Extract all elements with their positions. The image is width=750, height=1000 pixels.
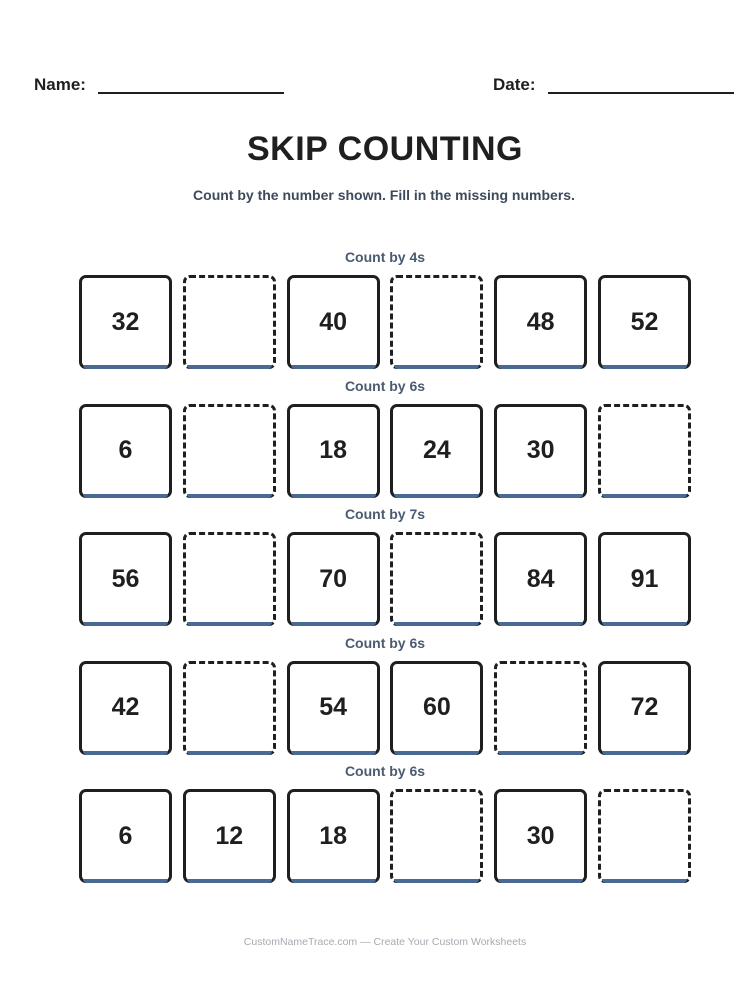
number-cell: 12 — [183, 789, 276, 883]
blank-answer-cell[interactable] — [390, 275, 483, 369]
number-cell: 6 — [79, 789, 172, 883]
count-row — [79, 247, 691, 376]
blank-answer-cell[interactable] — [390, 532, 483, 626]
blank-answer-cell[interactable] — [598, 789, 691, 883]
count-row — [79, 633, 691, 762]
number-cell: 18 — [287, 789, 380, 883]
date-write-line[interactable] — [548, 92, 734, 94]
blank-answer-cell[interactable] — [183, 404, 276, 498]
blank-answer-cell[interactable] — [494, 661, 587, 755]
count-row — [79, 376, 691, 505]
row-label: Count by 6s — [344, 763, 426, 779]
number-cell: 60 — [390, 661, 483, 755]
number-cell: 32 — [79, 275, 172, 369]
blank-answer-cell[interactable] — [598, 404, 691, 498]
number-cell: 42 — [79, 661, 172, 755]
footer-credit: CustomNameTrace.com — Create Your Custom Worksheets — [243, 936, 527, 948]
count-row — [79, 504, 691, 633]
skip-counting-rows — [79, 247, 691, 890]
row-cells — [79, 404, 691, 498]
name-field — [34, 74, 284, 96]
number-cell: 52 — [598, 275, 691, 369]
number-cell: 56 — [79, 532, 172, 626]
number-cell: 48 — [494, 275, 587, 369]
row-label: Count by 4s — [344, 249, 426, 265]
number-cell: 91 — [598, 532, 691, 626]
count-row — [79, 761, 691, 890]
blank-answer-cell[interactable] — [390, 789, 483, 883]
number-cell: 6 — [79, 404, 172, 498]
name-write-line[interactable] — [98, 92, 284, 94]
number-cell: 70 — [287, 532, 380, 626]
blank-answer-cell[interactable] — [183, 532, 276, 626]
number-cell: 24 — [390, 404, 483, 498]
row-cells — [79, 661, 691, 755]
row-cells — [79, 789, 691, 883]
number-cell: 30 — [494, 404, 587, 498]
number-cell: 54 — [287, 661, 380, 755]
name-label: Name: — [34, 75, 86, 94]
instructions-text: Count by the number shown. Fill in the missing numbers. — [193, 187, 575, 203]
number-cell: 18 — [287, 404, 380, 498]
row-label: Count by 6s — [344, 634, 426, 651]
worksheet-title: SKIP COUNTING — [246, 130, 523, 168]
row-label: Count by 7s — [344, 506, 426, 522]
row-cells — [79, 275, 691, 369]
date-label: Date: — [493, 75, 536, 94]
number-cell: 40 — [287, 275, 380, 369]
number-cell: 84 — [494, 532, 587, 626]
number-cell: 30 — [494, 789, 587, 883]
date-field — [493, 74, 734, 96]
row-label: Count by 6s — [344, 377, 426, 394]
number-cell: 72 — [598, 661, 691, 755]
row-cells — [79, 532, 691, 626]
blank-answer-cell[interactable] — [183, 275, 276, 369]
worksheet-header — [34, 74, 738, 98]
blank-answer-cell[interactable] — [183, 661, 276, 755]
